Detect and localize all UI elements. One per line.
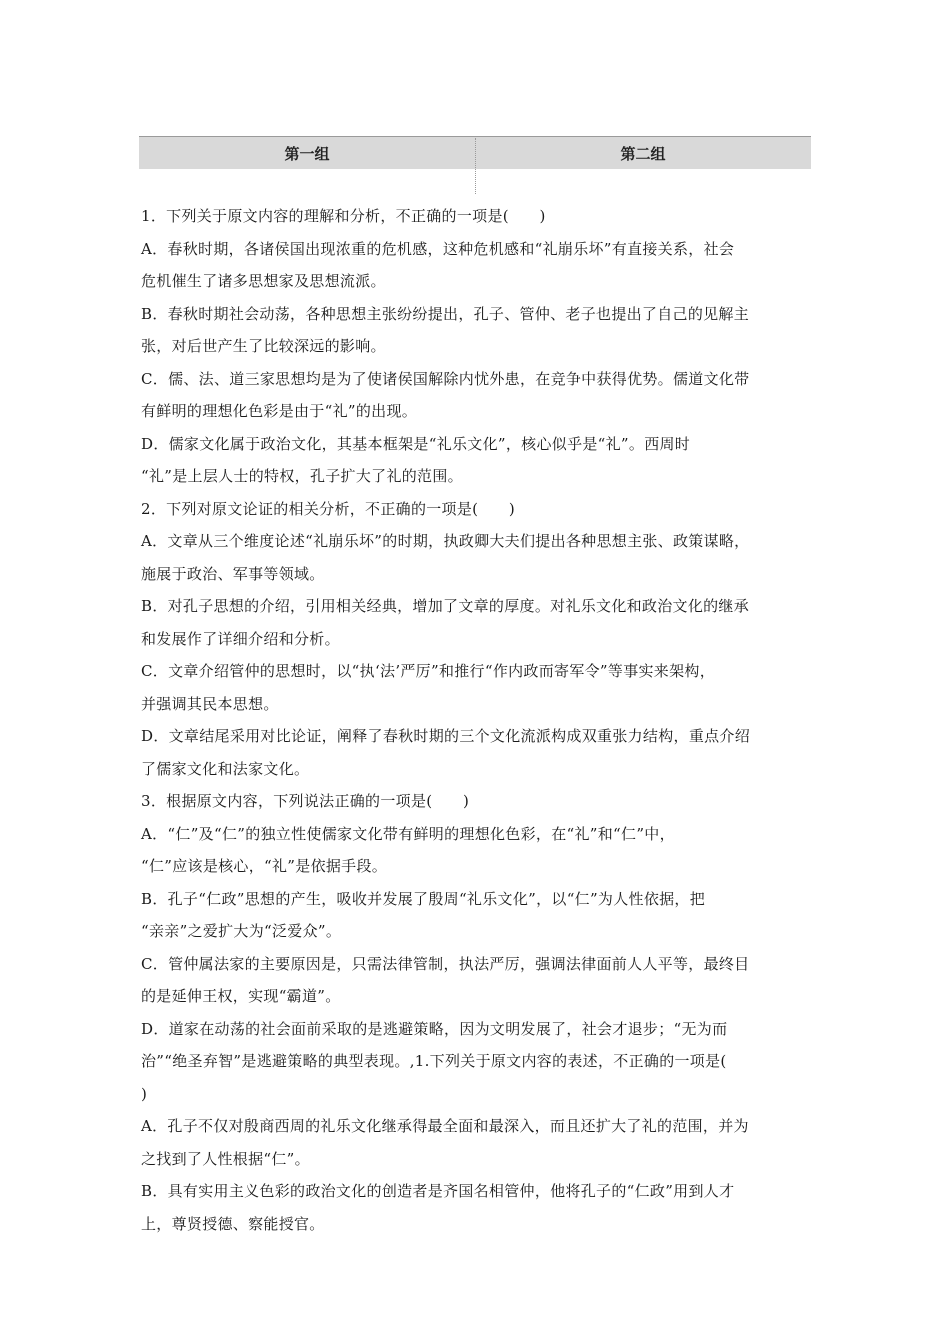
text-line: A．孔子不仅对殷商西周的礼乐文化继承得最全面和最深入，而且还扩大了礼的范围，并为 [141, 1117, 749, 1135]
text-line: 有鲜明的理想化色彩是由于“礼”的出现。 [141, 402, 418, 420]
text-line: C．文章介绍管仲的思想时，以“执‘法’严厉”和推行“作内政而寄军令”等事实来架构， [141, 662, 715, 680]
question-text [141, 200, 813, 1240]
text-line: 1．下列关于原文内容的理解和分析，不正确的一项是( ) [141, 207, 546, 225]
text-line: B．具有实用主义色彩的政治文化的创造者是齐国名相管仲，他将孔子的“仁政”用到人才 [141, 1182, 735, 1200]
tab-group-two[interactable]: 第二组 [620, 144, 666, 163]
text-line: 危机催生了诸多思想家及思想流派。 [141, 272, 386, 290]
text-line: 2．下列对原文论证的相关分析，不正确的一项是( ) [141, 499, 516, 518]
text-line: 和发展作了详细介绍和分析。 [141, 629, 340, 648]
text-line: 治”“绝圣弃智”是逃避策略的典型表现。,1.下列关于原文内容的表述，不正确的一项是( [141, 1052, 727, 1070]
text-line: B．对孔子思想的介绍，引用相关经典，增加了文章的厚度。对礼乐文化和政治文化的继承 [141, 597, 750, 615]
text-line: A．春秋时期，各诸侯国出现浓重的危机感，这种危机感和“礼崩乐坏”有直接关系，社会 [141, 239, 735, 258]
text-line: B．春秋时期社会动荡，各种思想主张纷纷提出，孔子、管仲、老子也提出了自己的见解主 [141, 304, 750, 323]
text-line: “礼”是上层人士的特权，孔子扩大了礼的范围。 [141, 467, 463, 485]
text-line: C．儒、法、道三家思想均是为了使诸侯国解除内忧外患，在竞争中获得优势。儒道文化带 [141, 369, 750, 388]
text-line: ) [141, 1084, 148, 1103]
text-line: C．管仲属法家的主要原因是，只需法律管制，执法严厉，强调法律面前人人平等，最终目 [141, 954, 750, 973]
tab-group-one[interactable]: 第一组 [284, 144, 330, 163]
tab-divider [475, 138, 476, 194]
text-line: D．儒家文化属于政治文化，其基本框架是“礼乐文化”，核心似乎是“礼”。西周时 [141, 434, 691, 453]
text-line: D．道家在动荡的社会面前采取的是逃避策略，因为文明发展了，社会才退步；“无为而 [141, 1019, 728, 1038]
text-line: D．文章结尾采用对比论证，阐释了春秋时期的三个文化流派构成双重张力结构，重点介绍 [141, 727, 751, 745]
text-line: 之找到了人性根据“仁”。 [141, 1149, 310, 1168]
text-line: 了儒家文化和法家文化。 [141, 759, 310, 778]
text-line: 张，对后世产生了比较深远的影响。 [141, 337, 386, 355]
text-line: “亲亲”之爱扩大为“泛爱众”。 [141, 922, 342, 940]
text-line: 3．根据原文内容，下列说法正确的一项是( ) [141, 792, 470, 810]
text-line: “仁”应该是核心，“礼”是依据手段。 [141, 857, 388, 875]
text-line: 施展于政治、军事等领域。 [141, 564, 325, 583]
text-line: B．孔子“仁政”思想的产生，吸收并发展了殷周“礼乐文化”，以“仁”为人性依据，把 [141, 889, 706, 908]
text-line: A．文章从三个维度论述“礼崩乐坏”的时期，执政卿大夫们提出各种思想主张、政策谋略， [141, 532, 750, 550]
text-line: 上，尊贤授德、察能授官。 [141, 1214, 325, 1233]
text-line: 的是延伸王权，实现“霸道”。 [141, 987, 341, 1005]
text-line: 并强调其民本思想。 [141, 694, 279, 713]
text-line: A．“仁”及“仁”的独立性使儒家文化带有鲜明的理想化色彩，在“礼”和“仁”中， [141, 824, 675, 843]
